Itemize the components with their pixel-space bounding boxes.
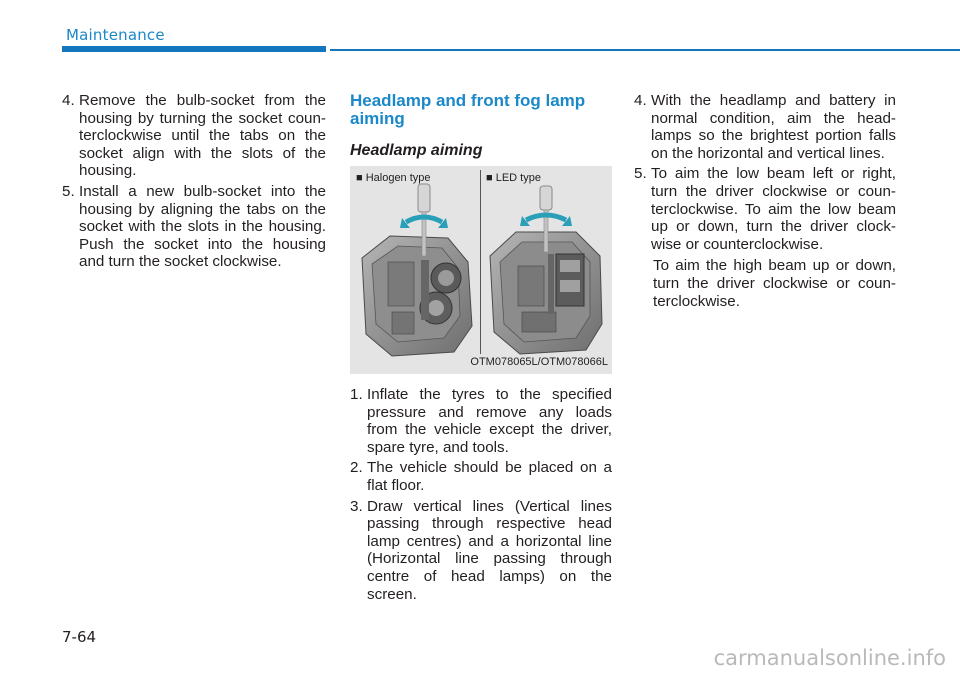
headlamp-illustration — [350, 166, 612, 374]
list-item-number: 3. — [350, 497, 363, 515]
list-item-number: 4. — [62, 92, 75, 109]
section-title: Headlamp and front fog lamp aiming — [350, 91, 586, 128]
list-item — [350, 386, 612, 456]
led-headlamp-illustration — [490, 186, 602, 354]
subsection-title: Headlamp aiming — [350, 142, 483, 159]
list-item-text: Install a new bulb-socket into the housing by aligning the tabs on the socket with the slots in the housing. Push the socket into the housing and turn the socket clockwise. — [79, 182, 326, 271]
watermark: carmanualsonline.info — [713, 646, 946, 670]
page-header-title: Maintenance — [66, 26, 165, 44]
header-rule-thick — [62, 46, 326, 52]
figure-label-halogen: ■ Halogen type — [356, 172, 431, 184]
list-item-number: 5. — [634, 165, 647, 183]
figure-divider — [480, 170, 481, 354]
list-item-number: 2. — [350, 459, 363, 477]
list-item-text: Draw vertical lines (Vertical lines passing through respective head lamp centres) and a horizontal line (Horizontal line passing through centre of head lamps) on the screen. — [367, 497, 612, 603]
list-item-number: 5. — [62, 182, 75, 200]
list-item — [350, 498, 612, 604]
left-column — [62, 92, 326, 274]
figure-caption: OTM078065L/OTM078066L — [470, 356, 608, 369]
headlamp-figure — [350, 166, 612, 374]
list-item-text: To aim the low beam left or right, turn the driver clockwise or coun-terclockwise. To aim the low beam up or down, turn the driver clock-wise or counterclockwise. — [651, 165, 896, 253]
list-item-text: Remove the bulb-socket from the housing by turning the socket coun-terclockwise until the tabs on the socket align with the slots of the housing. — [79, 92, 326, 180]
list-item — [634, 92, 896, 162]
list-item — [350, 459, 612, 494]
middle-column — [350, 92, 612, 606]
list-item-number: 1. — [350, 386, 363, 403]
list-item — [634, 165, 896, 253]
list-item-text: The vehicle should be placed on a flat floor. — [367, 459, 612, 494]
list-item-text: Inflate the tyres to the specified pressure and remove any loads from the vehicle except the driver, spare tyre, and tools. — [367, 386, 612, 456]
list-item — [62, 92, 326, 180]
halogen-headlamp-illustration — [362, 184, 472, 356]
header-rule-thin — [330, 49, 960, 51]
list-item-text: With the headlamp and battery in normal condition, aim the head-lamps so the brightest portion falls on the horizontal and vertical lines. — [651, 92, 896, 162]
list-item — [62, 183, 326, 271]
high-beam-note: To aim the high beam up or down, turn the driver clockwise or coun-terclockwise. — [653, 257, 896, 310]
right-column — [634, 92, 896, 310]
list-item-number: 4. — [634, 92, 647, 109]
figure-label-led: ■ LED type — [486, 172, 541, 184]
page-number: 7-64 — [62, 628, 97, 646]
